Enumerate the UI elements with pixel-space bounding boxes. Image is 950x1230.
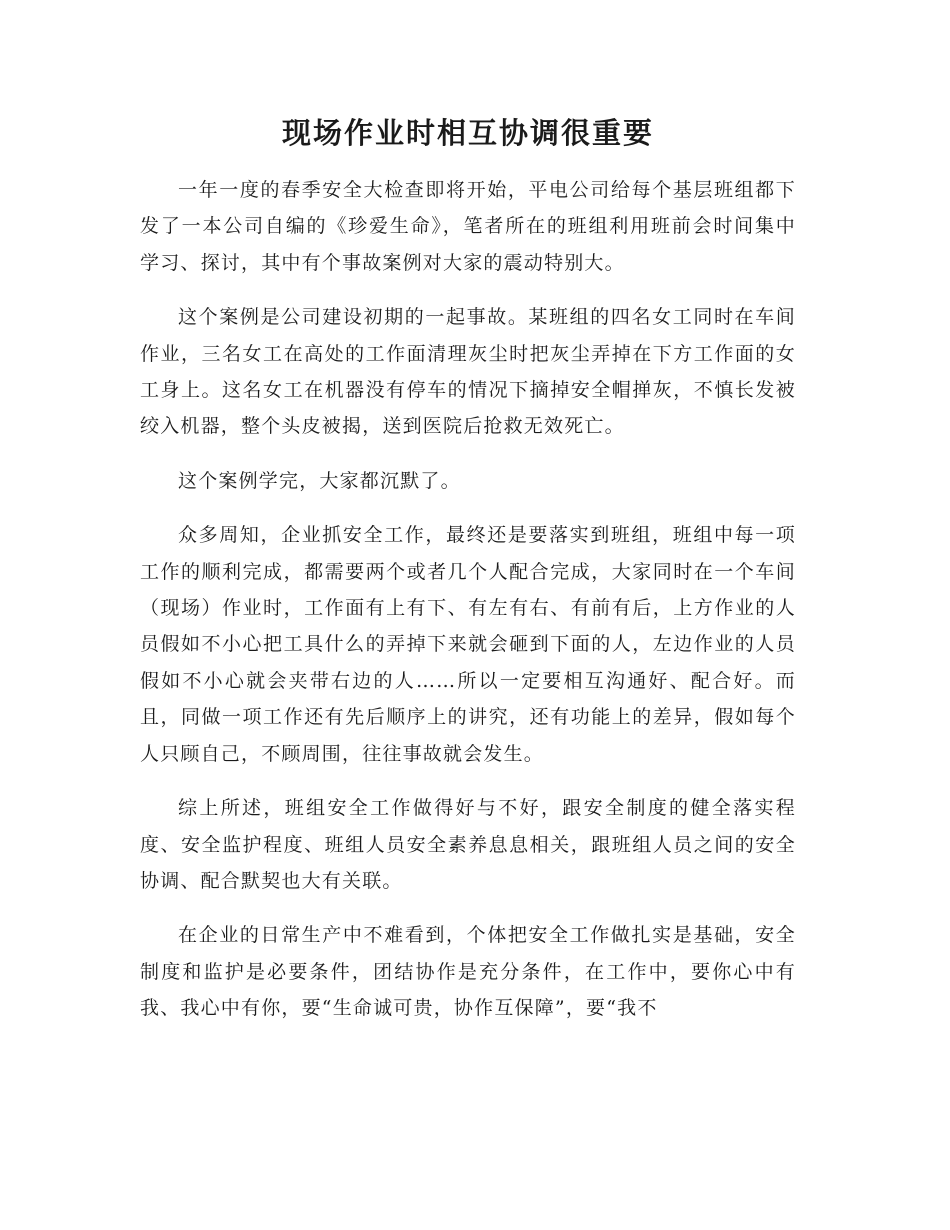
paragraph-5: 综上所述，班组安全工作做得好与不好，跟安全制度的健全落实程度、安全监护程度、班组人员安全素养息息相关，跟班组人员之间的安全协调、配合默契也大有关联。: [140, 797, 796, 892]
document-page: [140, 108, 796, 1045]
paragraph-6: 在企业的日常生产中不难看到，个体把安全工作做扎实是基础，安全制度和监护是必要条件，团结协作是充分条件，在工作中，要你心中有我、我心中有你，要“生命诚可贵，协作互保障”，要“我不: [140, 924, 796, 1020]
document-title: 现场作业时相互协调很重要: [281, 116, 654, 150]
paragraph-1: 一年一度的春季安全大检查即将开始，平电公司给每个基层班组都下发了一本公司自编的《珍爱生命》，笔者所在的班组利用班前会时间集中学习、探讨，其中有个事故案例对大家的震动特别大。: [140, 179, 796, 274]
paragraph-3: 这个案例学完，大家都沉默了。: [178, 469, 461, 492]
paragraph-2: 这个案例是公司建设初期的一起事故。某班组的四名女工同时在车间作业，三名女工在高处的工作面清理灰尘时把灰尘弄掉在下方工作面的女工身上。这名女工在机器没有停车的情况下摘掉安全帽掸灰，不慎长发被绞入机器，整个头皮被揭，送到医院后抢救无效死亡。: [140, 306, 796, 438]
paragraph-4: 众多周知，企业抓安全工作，最终还是要落实到班组，班组中每一项工作的顺利完成，都需要两个或者几个人配合完成，大家同时在一个车间（现场）作业时，工作面有上有下、有左有右、有前有后，上方作业的人员假如不小心把工具什么的弄掉下来就会砸到下面的人，左边作业的人员假如不小心就会夹带右边的人……所以一定要相互沟通好、配合好。而且，同做一项工作还有先后顺序上的讲究，还有功能上的差异，假如每个人只顾自己，不顾周围，往往事故就会发生。: [140, 524, 796, 765]
